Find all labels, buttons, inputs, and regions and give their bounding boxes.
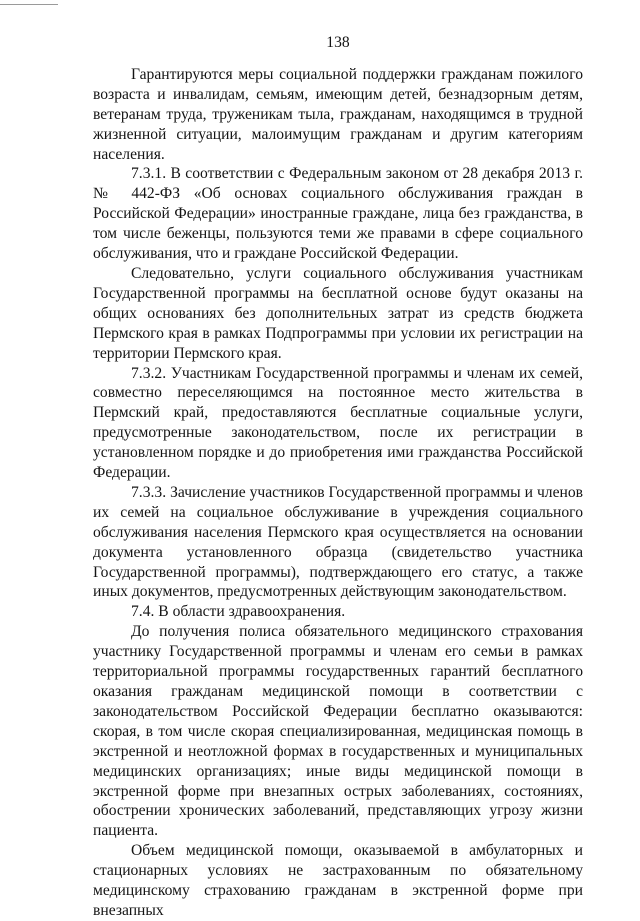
paragraph-medical-insurance: До получения полиса обязательного медицинского страхования участнику Государственной программы и членам его семьи в рамках территориальной программы государственных гарантий бесплатного оказания гражданам медицинской помощи в соответствии с законодательством Российской Федерации бесплатно оказываются: скорая, в том числе скорая специализированная, медицинская помощь в экстренной и неотложной формах в государственных и муниципальных медицинских организациях; иные виды медицинской помощи в экстренной форме при внезапных острых заболеваниях, состояниях, обострении хронических заболеваний, представляющих угрозу жизни пациента.: [93, 623, 583, 840]
document-page: [93, 33, 583, 921]
paragraph-social-support: Гарантируются меры социальной поддержки гражданам пожилого возраста и инвалидам, семьям, имеющим детей, безнадзорным детям, ветеранам труда, труженикам тыла, гражданам, находящимся в трудной жизненной ситуации, малоимущим гражданам и другим категориям населения.: [93, 65, 583, 163]
paragraph-social-services-free: Следовательно, услуги социального обслуживания участникам Государственной программы на бесплатной основе будут оказаны на общих основаниях без дополнительных затрат из средств бюджета Пермского края в рамках Подпрограммы при условии их регистрации на территории Пермского края.: [93, 264, 583, 362]
paragraph-medical-volume: Объем медицинской помощи, оказываемой в амбулаторных и стационарных условиях не застрахованным по обязательному медицинскому страхованию гражданам в экстренной форме при внезапных: [93, 842, 583, 919]
scan-edge-line: [0, 4, 58, 5]
paragraph-7-3-3: 7.3.3. Зачисление участников Государственной программы и членов их семей на социальное обслуживание в учреждения социального обслуживания населения Пермского края осуществляется на основании документа установленного образца (свидетельство участника Государственной программы), подтверждающего его статус, а также иных документов, предусмотренных действующим законодательством.: [93, 483, 583, 601]
paragraph-7-3-1: 7.3.1. В соответствии с Федеральным законом от 28 декабря 2013 г. № 442-ФЗ «Об основах социального обслуживания граждан в Российской Федерации» иностранные граждане, лица без гражданства, в том числе беженцы, пользуются теми же правами в сфере социального обслуживания, что и граждане Российской Федерации.: [93, 165, 583, 263]
paragraph-7-3-2: 7.3.2. Участникам Государственной программы и членам их семей, совместно переселяющимся на постоянное место жительства в Пермский край, предоставляются бесплатные социальные услуги, предусмотренные законодательством, после их регистрации в установленном порядке и до приобретения ими гражданства Российской Федерации.: [93, 364, 583, 482]
page-number: 138: [326, 34, 350, 51]
paragraph-7-4-heading: 7.4. В области здравоохранения.: [131, 603, 346, 621]
